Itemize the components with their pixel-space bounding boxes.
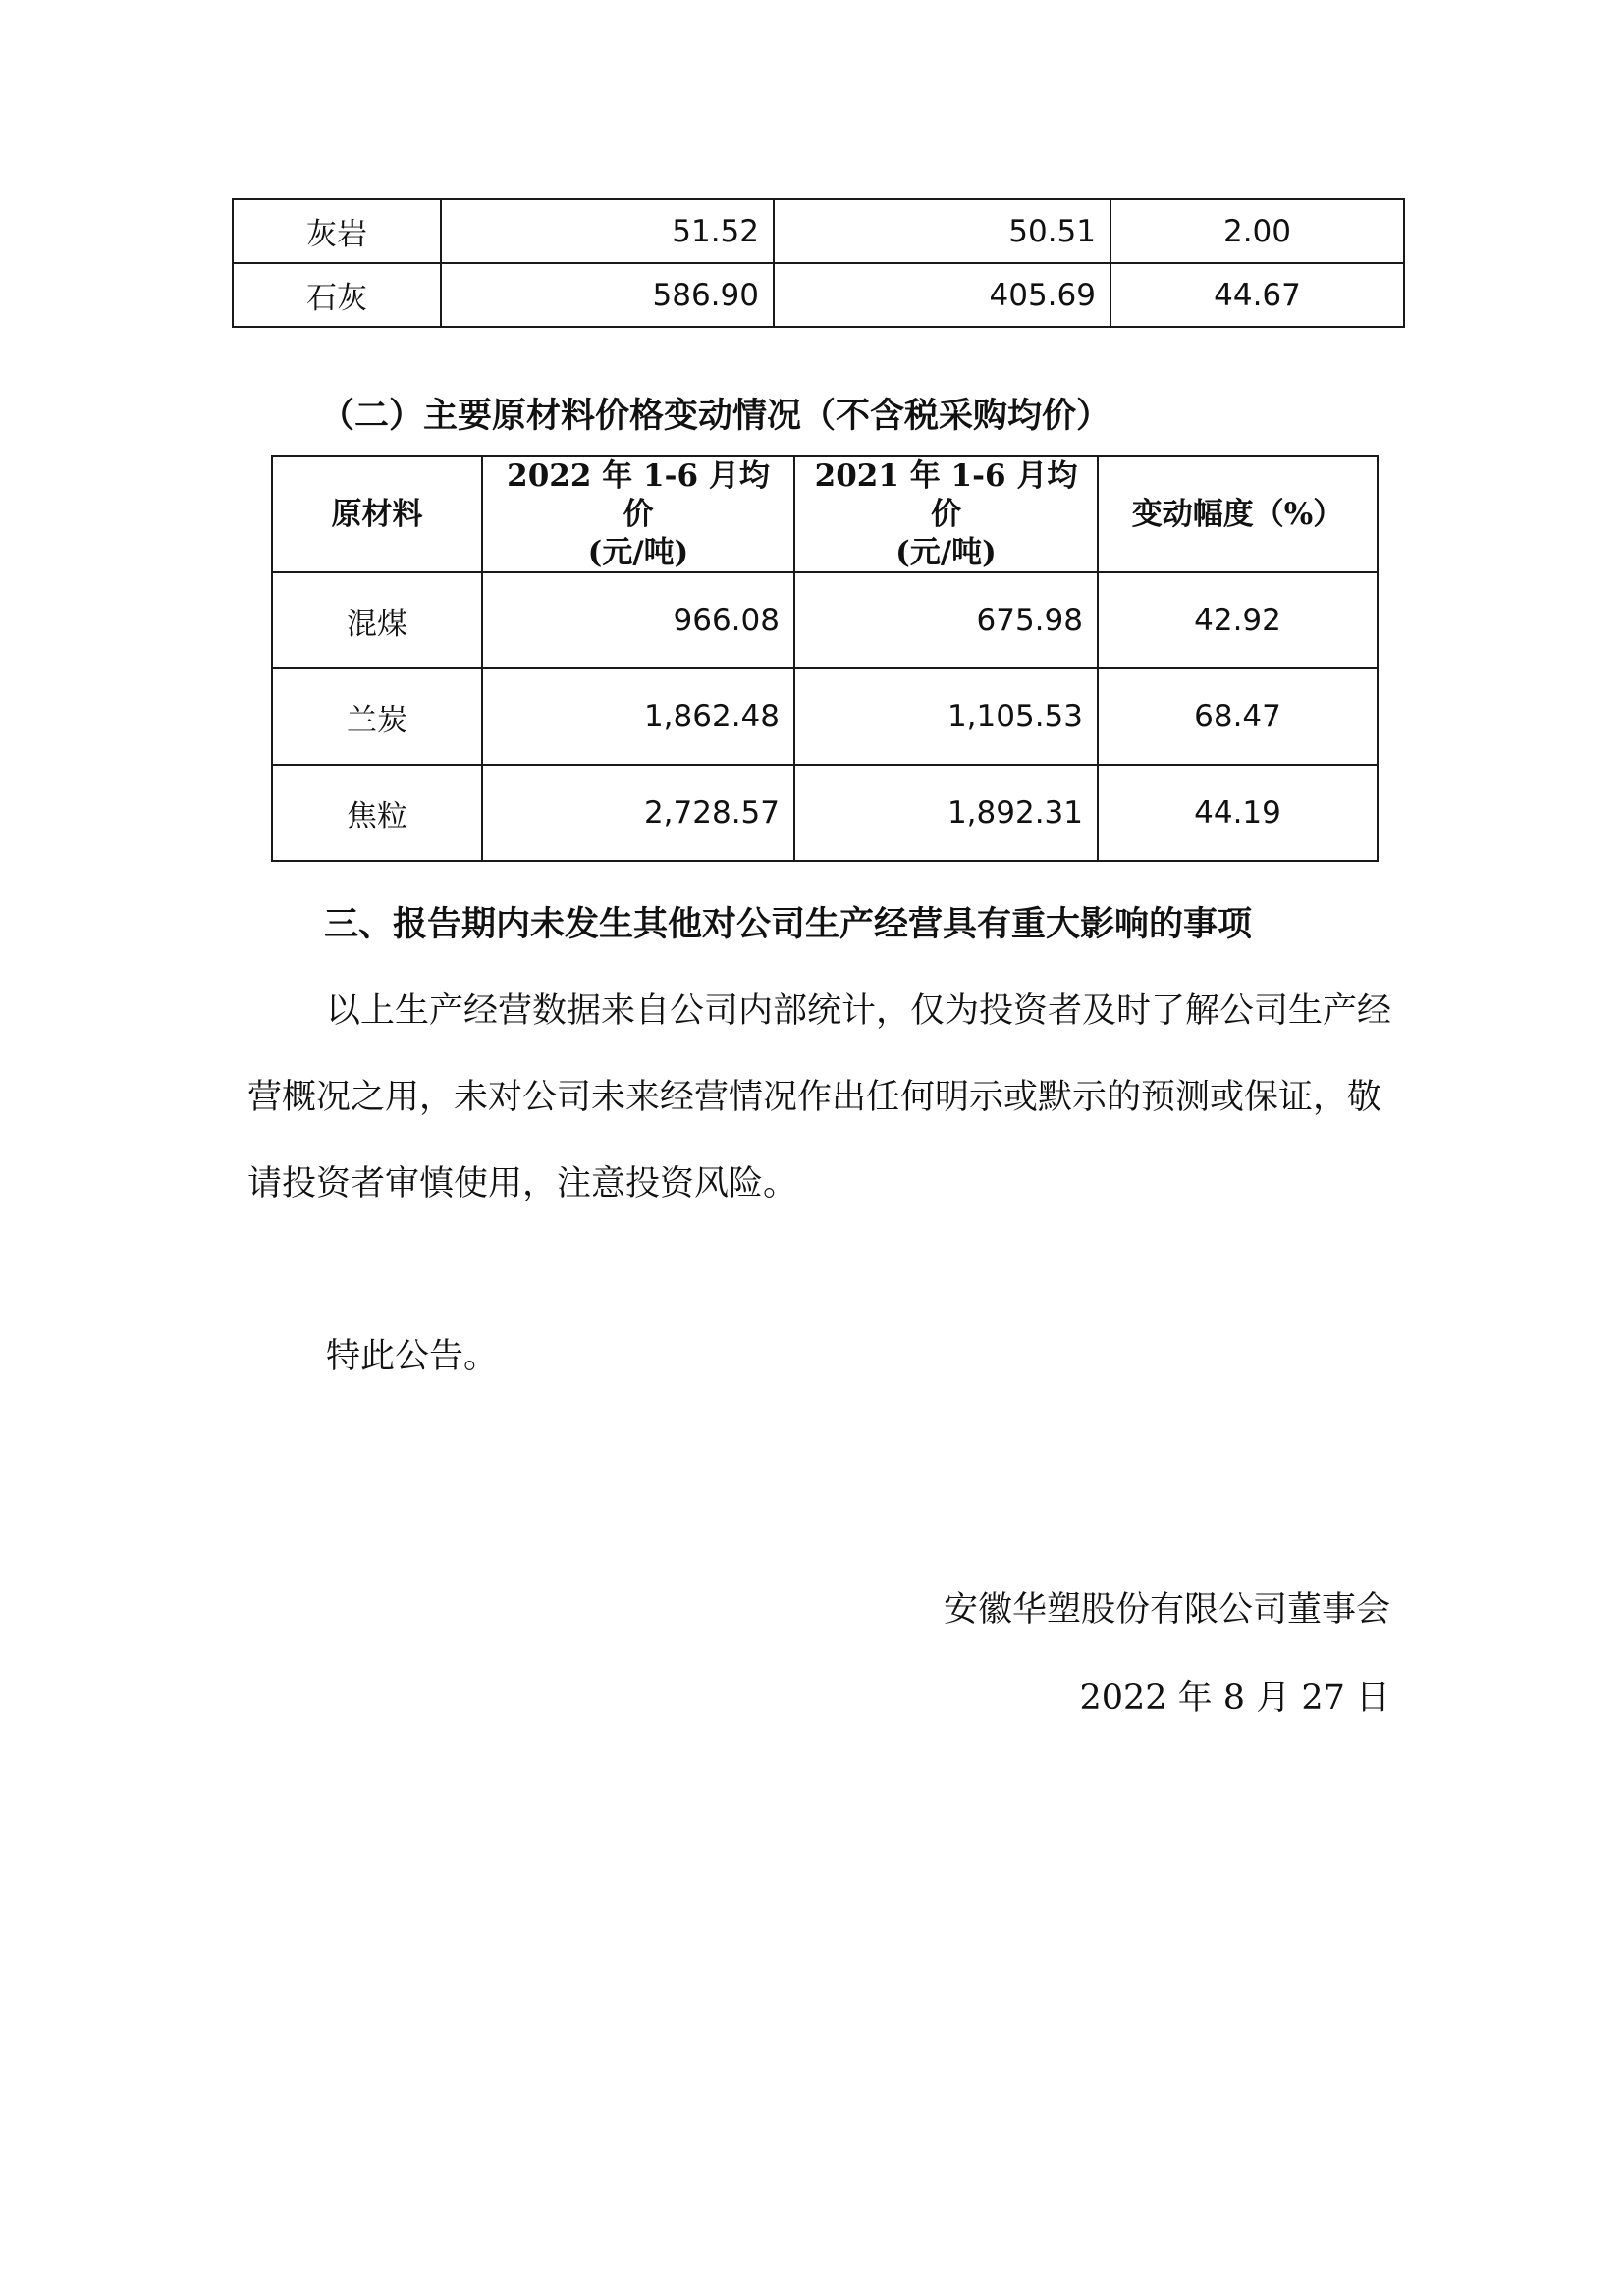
disclaimer-paragraph: 以上生产经营数据来自公司内部统计，仅为投资者及时了解公司生产经营概况之用，未对公司未来经营情况作出任何明示或默示的预测或保证，敬请投资者审慎使用，注意投资风险。 xyxy=(247,991,1392,1203)
header-change: 变动幅度（%） xyxy=(1098,456,1378,572)
price-2022: 966.08 xyxy=(482,572,794,668)
closing-text: 特此公告。 xyxy=(326,1337,499,1376)
header-price-2021 xyxy=(794,456,1098,572)
change-percent: 44.67 xyxy=(1110,263,1404,327)
header-price-2021-unit: (元/吨) xyxy=(895,534,997,570)
signature-date: 2022 年 8 月 27 日 xyxy=(1079,1679,1390,1718)
price-2021: 405.69 xyxy=(774,263,1110,327)
change-percent: 2.00 xyxy=(1110,199,1404,263)
price-2021: 1,892.31 xyxy=(794,765,1098,861)
section-heading: 三、报告期内未发生其他对公司生产经营具有重大影响的事项 xyxy=(324,904,1253,944)
raw-material-price-table xyxy=(271,455,1379,862)
table-row xyxy=(272,572,1378,668)
section-heading: （二）主要原材料价格变动情况（不含税采购均价） xyxy=(320,396,1111,436)
price-table-continued xyxy=(232,198,1405,328)
change-percent: 42.92 xyxy=(1098,572,1378,668)
material-name: 石灰 xyxy=(233,263,441,327)
price-2022: 586.90 xyxy=(441,263,774,327)
header-price-2021-line1: 2021 年 1-6 月均价 xyxy=(814,458,1078,532)
header-price-2022-line1: 2022 年 1-6 月均价 xyxy=(507,458,770,532)
material-name: 灰岩 xyxy=(233,199,441,263)
price-2022: 1,862.48 xyxy=(482,668,794,765)
price-2022: 51.52 xyxy=(441,199,774,263)
table-row xyxy=(272,668,1378,765)
table-header-row xyxy=(272,456,1378,572)
table-row xyxy=(233,263,1404,327)
table-row xyxy=(272,765,1378,861)
table-row xyxy=(233,199,1404,263)
change-percent: 68.47 xyxy=(1098,668,1378,765)
price-2021: 50.51 xyxy=(774,199,1110,263)
signature-company: 安徽华塑股份有限公司董事会 xyxy=(943,1590,1390,1629)
material-name: 混煤 xyxy=(272,572,482,668)
material-name: 焦粒 xyxy=(272,765,482,861)
price-2021: 1,105.53 xyxy=(794,668,1098,765)
price-2022: 2,728.57 xyxy=(482,765,794,861)
change-percent: 44.19 xyxy=(1098,765,1378,861)
header-material: 原材料 xyxy=(272,456,482,572)
header-price-2022 xyxy=(482,456,794,572)
material-name: 兰炭 xyxy=(272,668,482,765)
price-2021: 675.98 xyxy=(794,572,1098,668)
header-price-2022-unit: (元/吨) xyxy=(587,534,689,570)
